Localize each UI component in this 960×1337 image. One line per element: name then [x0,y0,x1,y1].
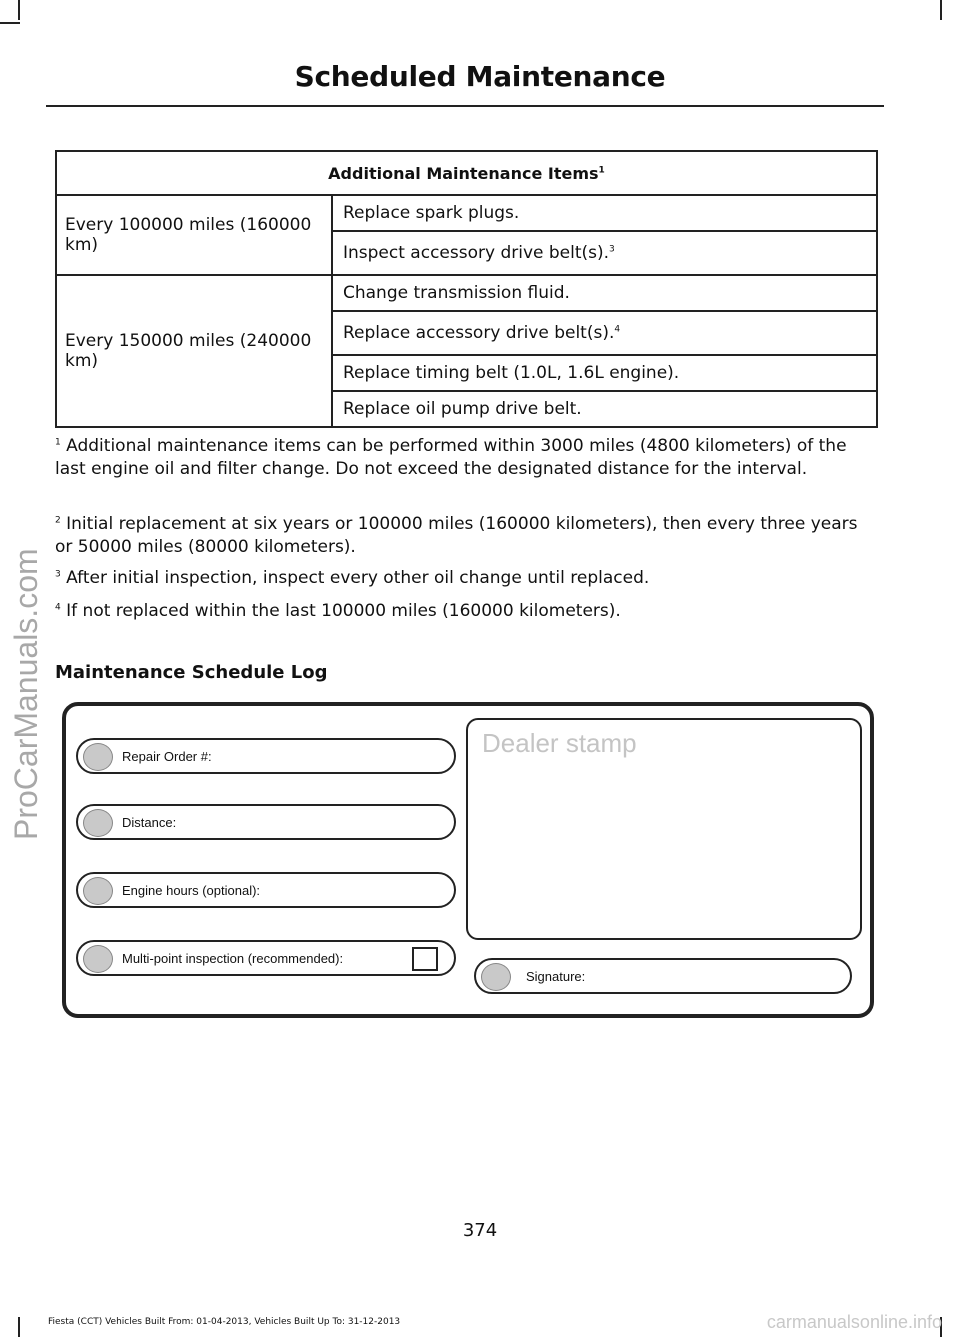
crop-mark [0,22,20,24]
repair-order-field[interactable] [76,738,456,774]
dealer-stamp-box[interactable] [466,718,862,940]
crop-mark [940,0,942,20]
task-cell [332,275,877,311]
field-label: Signature: [526,969,586,984]
table-header [56,151,877,195]
page-number: 374 [462,1220,498,1241]
crop-mark [18,0,20,20]
interval-cell: Every 100000 miles (160000 km) [56,195,332,275]
inspection-checkbox[interactable] [412,947,438,971]
footnote [55,435,877,481]
task-text: Replace timing belt (1.0L, 1.6L engine). [343,363,680,383]
footnote [55,567,877,590]
maintenance-table [55,150,878,428]
bullet-icon [83,877,113,905]
task-cell [332,311,877,355]
page-footer: Fiesta (CCT) Vehicles Built From: 01-04-2013, Vehicles Built Up To: 31-12-2013 [48,1317,401,1327]
footnote-ref: 4 [614,324,621,335]
footnote-text: After initial inspection, inspect every other oil change until replaced. [66,568,650,588]
bullet-icon [83,945,113,973]
footnote-text: If not replaced within the last 100000 miles (160000 kilometers). [66,601,621,621]
stamp-label: Dealer stamp [482,728,637,758]
bullet-icon [481,963,511,991]
title-divider [46,105,884,107]
distance-field[interactable] [76,804,456,840]
task-text: Replace oil pump drive belt. [343,399,582,419]
multipoint-inspection-field[interactable] [76,940,456,976]
field-label: Distance: [122,815,177,830]
footnote-mark: 4 [55,602,61,613]
table-title: Additional Maintenance Items [328,163,599,183]
task-text: Replace spark plugs. [343,203,520,223]
field-label: Engine hours (optional): [122,883,261,898]
footer-watermark: carmanualsonline.info [766,1312,942,1332]
footnote-mark: 1 [55,437,61,448]
field-label: Multi-point inspection (recommended): [122,951,344,966]
footnote [55,600,877,623]
engine-hours-field[interactable] [76,872,456,908]
task-cell [332,391,877,427]
bullet-icon [83,743,113,771]
footnote [55,513,877,559]
task-cell [332,195,877,231]
crop-mark [18,1317,20,1337]
signature-field[interactable] [474,958,852,994]
task-text: Change transmission fluid. [343,283,570,303]
side-watermark: ProCarManuals.com [8,548,44,840]
log-heading: Maintenance Schedule Log [55,662,328,683]
footnote-mark: 3 [55,569,61,580]
task-text: Replace accessory drive belt(s). [343,323,615,343]
interval-cell: Every 150000 miles (240000 km) [56,275,332,427]
page-title: Scheduled Maintenance [294,60,666,93]
maintenance-log-form [62,702,874,1018]
footnote-ref: 3 [609,244,615,255]
task-text: Inspect accessory drive belt(s). [343,243,610,263]
footnote-mark: 2 [55,515,61,526]
task-cell [332,355,877,391]
footnote-text: Initial replacement at six years or 100000 miles (160000 kilometers), then every three years or 50000 miles (80000 kilometers). [55,514,858,557]
footnote-text: Additional maintenance items can be performed within 3000 miles (4800 kilometers) of the last engine oil and filter change. Do not exceed the designated distance for the interval. [55,436,847,479]
field-label: Repair Order #: [122,749,212,764]
footnote-ref: 1 [598,165,605,176]
bullet-icon [83,809,113,837]
task-cell [332,231,877,275]
